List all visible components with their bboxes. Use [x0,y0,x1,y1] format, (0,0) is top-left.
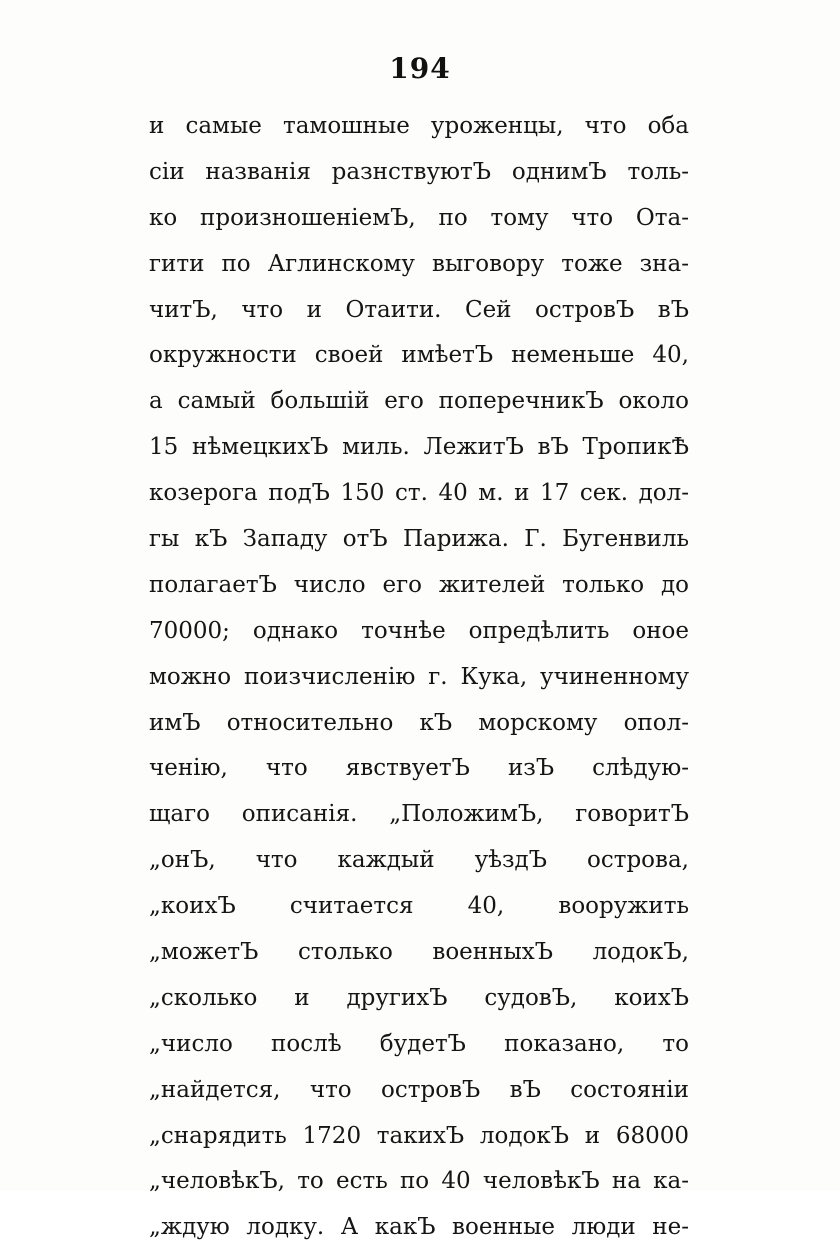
text-line: „можетЪ столько военныхЪ лодокЪ, [149,939,689,966]
text-line: щаго описанiя. „ПоложимЪ, говоритЪ [149,801,689,828]
text-line: „снарядить 1720 такихЪ лодокЪ и 68000 [149,1122,689,1149]
text-line: а самый большiй его поперечникЪ около [149,388,689,415]
text-line: гити по Аглинскому выговору тоже зна- [149,250,689,277]
text-line: окружности своей имѣетЪ неменьше 40, [149,342,689,369]
text-line: „коихЪ считается 40, вооружить [149,893,689,920]
text-line: читЪ, что и Отаити. Сей островЪ вЪ [149,296,689,323]
text-line: „человѣкЪ, то есть по 40 человѣкЪ на ка- [149,1168,689,1195]
text-line: „ждую лодку. А какЪ военные люди не- [149,1214,689,1241]
text-line: сiи названiя разнствуютЪ однимЪ толь- [149,158,689,185]
text-line: „онЪ, что каждый уѣздЪ острова, [149,847,689,874]
text-line: ченiю, что явствуетЪ изЪ слѣдую- [149,755,689,782]
text-line: „сколько и другихЪ судовЪ, коихЪ [149,984,689,1011]
text-line: ко произношенiемЪ, по тому что Ота- [149,204,689,231]
text-line: гы кЪ Западу отЪ Парижа. Г. Бугенвиль [149,526,689,553]
page-number: 194 [389,52,451,85]
text-line: 15 нѣмецкихЪ миль. ЛежитЪ вЪ ТропикѢ [149,434,689,461]
text-line: „найдется, что островЪ вЪ состоянiи [149,1076,689,1103]
text-line: „число послѣ будетЪ показано, то [149,1030,689,1057]
text-line: козерога подЪ 150 ст. 40 м. и 17 сек. дол- [149,480,689,507]
body-text [149,104,689,1251]
text-line: имЪ относительно кЪ морскому опол- [149,709,689,736]
text-line: полагаетЪ число его жителей только до [149,571,689,598]
text-line: можно поизчисленiю г. Кука, учиненному [149,663,689,690]
text-line: и самые тамошные уроженцы, что оба [149,113,689,139]
text-line: 70000; однако точнѣе опредѣлить оное [149,617,689,644]
